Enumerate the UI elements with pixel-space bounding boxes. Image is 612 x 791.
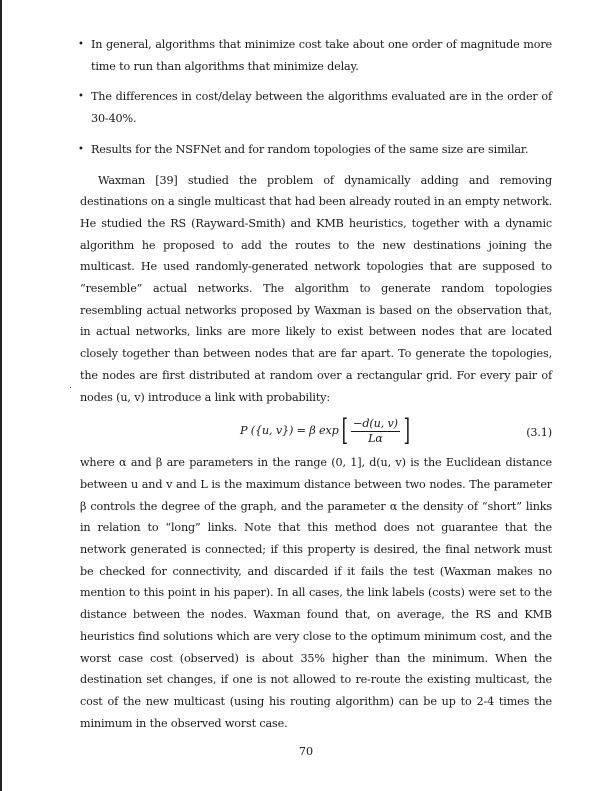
equation-number: (3.1) [526, 426, 552, 440]
page-number: 70 [298, 745, 314, 758]
bullet-text: The differences in cost/delay between the algorithms evaluated are in the order of 30-40%. [91, 90, 552, 126]
bullet-icon: • [78, 143, 84, 155]
bullet-item [80, 139, 552, 161]
bullet-list [80, 34, 552, 161]
bullet-text: In general, algorithms that minimize cost take about one order of magnitude more time to run than algorithms that minimize delay. [91, 38, 552, 73]
paragraph-waxman-results: where α and β are parameters in the range (0, 1], d(u, v) is the Euclidean distance between u and v and L is the maximum distance between two nodes. The parameter β controls the degree of the graph, and the parameter α the density of “short” links in relation to “long” links. Note that this method does not guarantee that the network generated is connected; if this property is desired, the final network must be checked for connectivity, and discarded if it fails the test (Waxman makes no mention to this point in his paper). In all cases, the link labels (costs) were set to the distance between the nodes. Waxman found that, on average, the RS and KMB heuristics find solutions which are very close to the optimum minimum cost, and the worst case cost (observed) is about 35% higher than the minimum. When the destination set changes, if one is not allowed to re-route the existing multicast, the cost of the new multicast (using his routing algorithm) can be up to 2-4 times the minimum in the observed worst case. [80, 456, 552, 730]
page-body [80, 34, 552, 734]
stray-mark [70, 387, 71, 388]
equation-3-1 [80, 412, 552, 450]
equation-fraction [351, 417, 400, 446]
bullet-text: Results for the NSFNet and for random topologies of the same size are similar. [91, 142, 529, 156]
scan-edge [0, 0, 2, 791]
bullet-item [80, 34, 552, 77]
equation-body [240, 413, 412, 449]
paragraph-waxman-intro: Waxman [39] studied the problem of dynamically adding and removing destinations on a single multicast that had been already routed in an empty network. He studied the RS (Rayward-Smith) and KMB heuristics, together with a dynamic algorithm he proposed to add the routes to the new destinations joining the multicast. He used randomly-generated network topologies that are supposed to “resemble” actual networks. The algorithm to generate random topologies resembling actual networks proposed by Waxman is based on the observation that, in actual networks, links are more likely to exist between nodes that are located closely together than between nodes that are far apart. To generate the topologies, the nodes are first distributed at random over a rectangular grid. For every pair of nodes (u, v) introduce a link with probability: [80, 173, 552, 404]
bullet-icon: • [78, 91, 84, 103]
right-bracket: ] [403, 413, 410, 449]
equation-denominator: Lα [368, 431, 383, 445]
equation-numerator: −d(u, v) [353, 416, 398, 430]
equation-lhs: P ({u, v}) = β exp [240, 424, 339, 438]
left-bracket: [ [341, 413, 348, 449]
bullet-item [80, 86, 552, 129]
bullet-icon: • [78, 39, 84, 50]
